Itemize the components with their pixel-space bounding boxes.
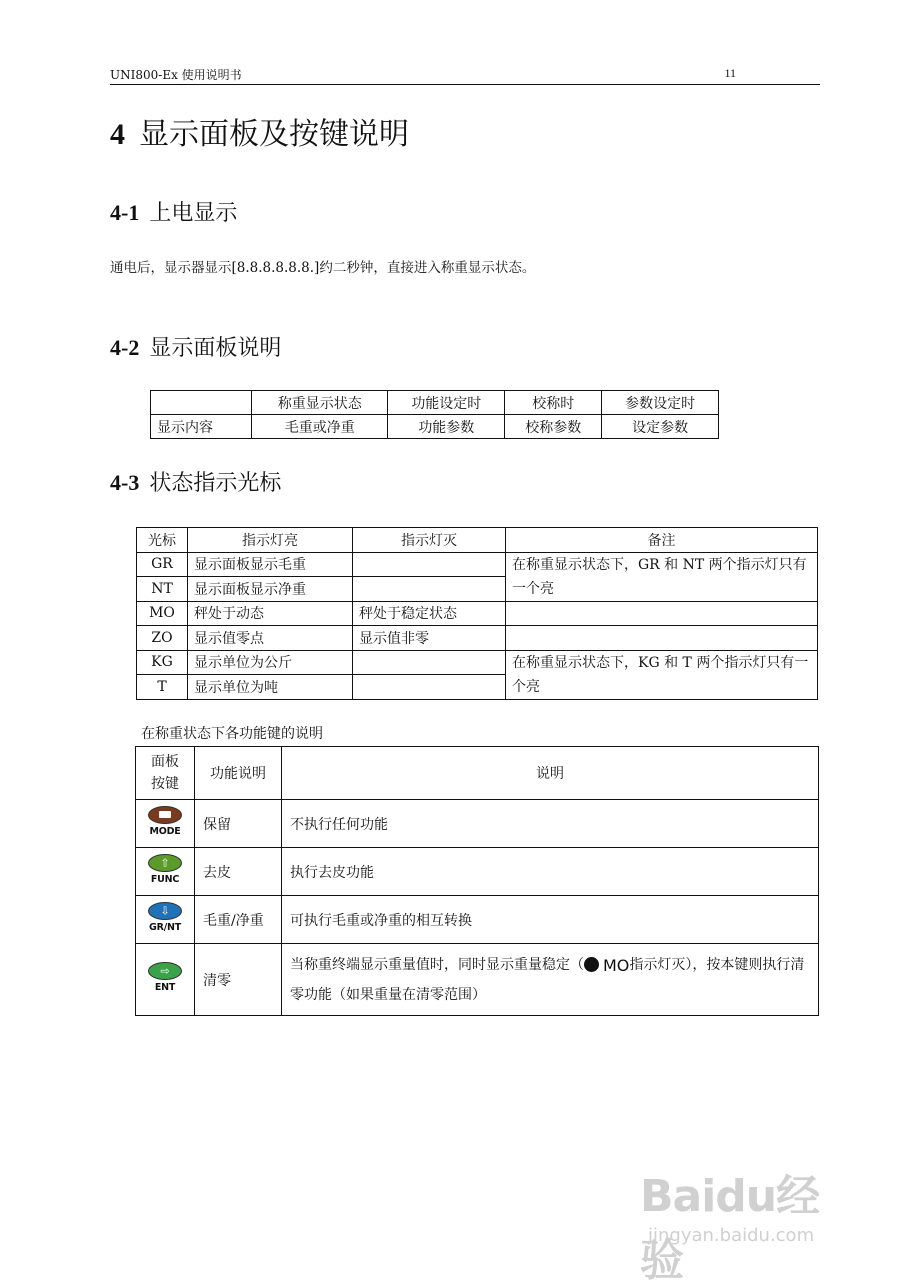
- key-label: ENT: [154, 981, 176, 993]
- key-label: GR/NT: [148, 921, 181, 933]
- indicator-dot-icon: [584, 957, 599, 972]
- table-row: [136, 848, 819, 896]
- table-cell: 功能说明: [195, 747, 282, 800]
- down-arrow-icon: ⇩: [148, 902, 182, 920]
- table-cell: 光标: [137, 528, 188, 553]
- desc-part-b: 指示灯灭），按本键则执行清零功能（如果重量在清零范围）: [290, 956, 805, 1003]
- table-row: [137, 650, 818, 675]
- mode-key-button[interactable]: [145, 806, 185, 842]
- page-header: [110, 66, 820, 85]
- table-cell: [136, 944, 195, 1016]
- table-header-row: [136, 747, 819, 800]
- table-row: [151, 415, 719, 439]
- table-cell: [506, 626, 818, 651]
- section-title: 显示面板说明: [149, 336, 282, 361]
- table-row: [136, 896, 819, 944]
- table-cell: 显示面板显示毛重: [188, 552, 353, 577]
- table-cell: [136, 848, 195, 896]
- up-arrow-icon: ⇧: [148, 854, 182, 872]
- table-cell: KG: [137, 650, 188, 675]
- table-cell: [151, 391, 252, 415]
- key-label: FUNC: [150, 873, 180, 885]
- table-cell: 称重显示状态: [252, 391, 388, 415]
- section-heading-power-on: [110, 198, 237, 229]
- chapter-number: 4: [110, 118, 125, 151]
- table-cell: 功能参数: [388, 415, 505, 439]
- table-row: [137, 601, 818, 626]
- table-cell: 显示值零点: [188, 626, 353, 651]
- table-cell: 说明: [282, 747, 819, 800]
- header-key-line2: 按键: [151, 776, 179, 792]
- table-cell: [136, 800, 195, 848]
- indicator-label: MO: [603, 955, 630, 975]
- table-cell: 校称时: [505, 391, 602, 415]
- table-cell: [136, 896, 195, 944]
- func-key-button[interactable]: [145, 854, 185, 890]
- grnt-key-button[interactable]: [145, 902, 185, 938]
- table-cell: [506, 601, 818, 626]
- mo-indicator: [584, 952, 629, 981]
- table-cell: 不执行任何功能: [282, 800, 819, 848]
- table-cell: [353, 577, 506, 602]
- section-title: 状态指示光标: [149, 471, 282, 496]
- table-cell: 参数设定时: [602, 391, 719, 415]
- table-header-row: [137, 528, 818, 553]
- table-cell: 毛重或净重: [252, 415, 388, 439]
- section-heading-display-panel: [110, 333, 281, 364]
- table-cell: 毛重/净重: [195, 896, 282, 944]
- table-cell: 显示单位为吨: [188, 675, 353, 700]
- table-cell: ZO: [137, 626, 188, 651]
- table-cell: [353, 675, 506, 700]
- table-cell: 显示内容: [151, 415, 252, 439]
- mode-key-icon: [148, 806, 182, 824]
- table-cell-note: 在称重显示状态下，KG 和 T 两个指示灯只有一个亮: [506, 650, 818, 699]
- baidu-watermark: [640, 1150, 850, 1286]
- right-arrow-icon: ⇨: [148, 962, 182, 980]
- status-cursor-table: [136, 527, 818, 700]
- table-cell: 可执行毛重或净重的相互转换: [282, 896, 819, 944]
- table-cell: 功能设定时: [388, 391, 505, 415]
- table-cell: 设定参数: [602, 415, 719, 439]
- ent-key-button[interactable]: [145, 962, 185, 998]
- section-number: 4-2: [110, 335, 140, 360]
- table-row: [136, 800, 819, 848]
- table-cell: GR: [137, 552, 188, 577]
- key-label: MODE: [149, 825, 181, 837]
- table-cell: 秤处于稳定状态: [353, 601, 506, 626]
- watermark-brand: Baidu经验: [640, 1171, 820, 1286]
- table-cell: 显示值非零: [353, 626, 506, 651]
- table-row: [136, 944, 819, 1016]
- table-cell: 指示灯灭: [353, 528, 506, 553]
- table-cell: 指示灯亮: [188, 528, 353, 553]
- table-cell: 执行去皮功能: [282, 848, 819, 896]
- table-cell: [282, 944, 819, 1016]
- header-title: UNI800-Ex 使用说明书: [110, 68, 242, 82]
- table-cell: 显示面板显示净重: [188, 577, 353, 602]
- table-cell: MO: [137, 601, 188, 626]
- function-keys-table: [135, 746, 819, 1016]
- desc-part-a: 当称重终端显示重量值时，同时显示重量稳定（: [290, 956, 584, 973]
- table-cell: 秤处于动态: [188, 601, 353, 626]
- header-key-line1: 面板: [151, 754, 179, 770]
- power-on-text: 通电后，显示器显示[8.8.8.8.8.8.]约二秒钟，直接进入称重显示状态。: [110, 260, 536, 276]
- table-cell: 校称参数: [505, 415, 602, 439]
- table-cell: [353, 552, 506, 577]
- table-cell: 显示单位为公斤: [188, 650, 353, 675]
- table-cell: 去皮: [195, 848, 282, 896]
- table-cell: NT: [137, 577, 188, 602]
- section-heading-status-cursor: [110, 468, 281, 499]
- page-number: 11: [724, 66, 736, 80]
- table-header-row: [151, 391, 719, 415]
- display-panel-table: [150, 390, 719, 439]
- watermark-url: jingyan.baidu.com: [648, 1225, 815, 1246]
- section-number: 4-1: [110, 200, 140, 225]
- table-cell: [136, 747, 195, 800]
- keys-caption: 在称重状态下各功能键的说明: [141, 726, 323, 742]
- table-cell: [353, 650, 506, 675]
- section-title: 上电显示: [149, 201, 238, 226]
- chapter-heading: [110, 115, 409, 155]
- section-number: 4-3: [110, 470, 140, 495]
- table-row: [137, 626, 818, 651]
- table-cell: 备注: [506, 528, 818, 553]
- table-cell: T: [137, 675, 188, 700]
- chapter-title: 显示面板及按键说明: [139, 117, 409, 152]
- table-row: [137, 552, 818, 577]
- table-cell: 清零: [195, 944, 282, 1016]
- table-cell-note: 在称重显示状态下，GR 和 NT 两个指示灯只有一个亮: [506, 552, 818, 601]
- table-cell: 保留: [195, 800, 282, 848]
